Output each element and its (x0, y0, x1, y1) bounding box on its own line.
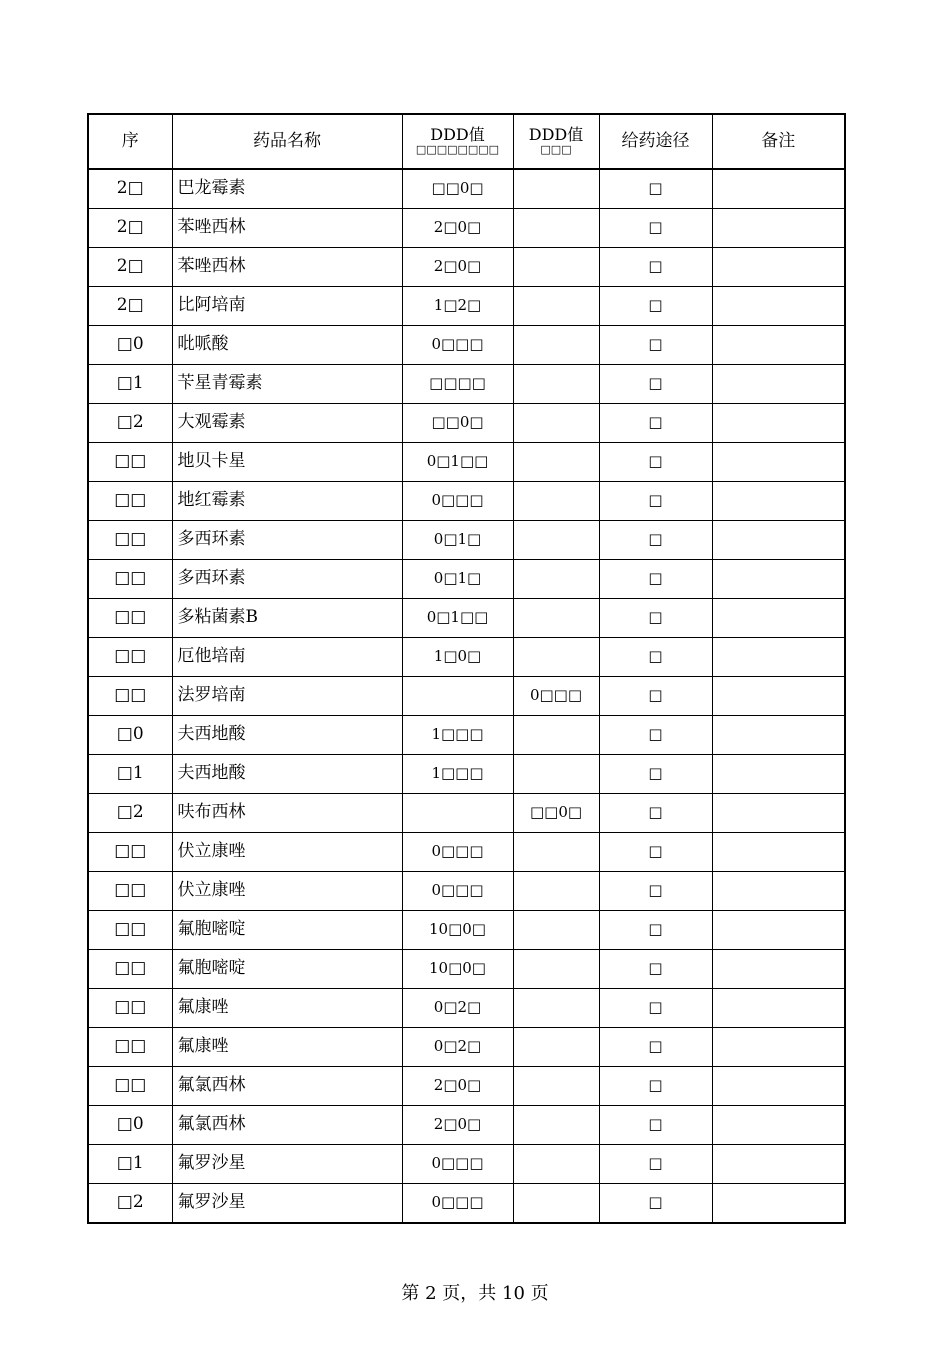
cell-seq: □□ (88, 950, 172, 989)
cell-seq: □0 (88, 1106, 172, 1145)
cell-route: □ (599, 287, 712, 326)
table-row (88, 287, 845, 326)
cell-ddd-2 (513, 1145, 599, 1184)
cell-drug-name: 厄他培南 (172, 638, 402, 677)
table-header-row (88, 114, 845, 169)
cell-seq: 2□ (88, 169, 172, 209)
cell-remark (712, 365, 845, 404)
table-row (88, 794, 845, 833)
cell-route: □ (599, 638, 712, 677)
cell-seq: □□ (88, 443, 172, 482)
cell-seq: □1 (88, 365, 172, 404)
cell-remark (712, 833, 845, 872)
cell-ddd-1: □□0□ (402, 404, 513, 443)
cell-ddd-1: 0□□□ (402, 833, 513, 872)
table-row (88, 209, 845, 248)
cell-remark (712, 1145, 845, 1184)
cell-ddd-1: 0□□□ (402, 872, 513, 911)
header-ddd-2 (513, 114, 599, 169)
cell-seq: □□ (88, 521, 172, 560)
cell-route: □ (599, 677, 712, 716)
table-body (88, 169, 845, 1223)
header-ddd-1 (402, 114, 513, 169)
cell-seq: □□ (88, 989, 172, 1028)
cell-ddd-1: □□0□ (402, 169, 513, 209)
cell-seq: □□ (88, 599, 172, 638)
cell-route: □ (599, 1067, 712, 1106)
cell-route: □ (599, 1145, 712, 1184)
cell-route: □ (599, 950, 712, 989)
cell-ddd-2 (513, 169, 599, 209)
table-row (88, 1067, 845, 1106)
table-row (88, 560, 845, 599)
cell-seq: □2 (88, 404, 172, 443)
table-row (88, 716, 845, 755)
header-ddd-1-title: DDD值 (430, 124, 485, 144)
cell-remark (712, 989, 845, 1028)
cell-drug-name: 法罗培南 (172, 677, 402, 716)
cell-drug-name: 呋布西林 (172, 794, 402, 833)
ddd-table (87, 113, 846, 1224)
cell-ddd-2 (513, 209, 599, 248)
cell-ddd-1 (402, 794, 513, 833)
cell-ddd-2 (513, 1184, 599, 1224)
table-row (88, 1145, 845, 1184)
cell-route: □ (599, 326, 712, 365)
cell-ddd-2 (513, 1106, 599, 1145)
cell-ddd-1: 0□1□ (402, 560, 513, 599)
cell-drug-name: 大观霉素 (172, 404, 402, 443)
cell-ddd-1: 0□1□ (402, 521, 513, 560)
cell-drug-name: 比阿培南 (172, 287, 402, 326)
cell-ddd-1: 10□0□ (402, 911, 513, 950)
cell-drug-name: 氟康唑 (172, 989, 402, 1028)
table-row (88, 872, 845, 911)
cell-remark (712, 560, 845, 599)
cell-remark (712, 287, 845, 326)
table-row (88, 989, 845, 1028)
cell-seq: □□ (88, 638, 172, 677)
cell-route: □ (599, 521, 712, 560)
cell-ddd-1: 10□0□ (402, 950, 513, 989)
cell-ddd-2 (513, 716, 599, 755)
cell-ddd-1: 0□□□ (402, 482, 513, 521)
cell-ddd-2 (513, 365, 599, 404)
cell-ddd-2 (513, 638, 599, 677)
cell-drug-name: 夫西地酸 (172, 716, 402, 755)
cell-ddd-2 (513, 872, 599, 911)
header-seq: 序 (88, 114, 172, 169)
cell-drug-name: 吡哌酸 (172, 326, 402, 365)
cell-drug-name: 氟罗沙星 (172, 1184, 402, 1224)
table-row (88, 1184, 845, 1224)
cell-ddd-2 (513, 248, 599, 287)
cell-ddd-1: 1□□□ (402, 716, 513, 755)
cell-ddd-1: 2□0□ (402, 248, 513, 287)
cell-remark (712, 794, 845, 833)
cell-seq: □2 (88, 1184, 172, 1224)
table-row (88, 950, 845, 989)
table-row (88, 326, 845, 365)
cell-drug-name: 巴龙霉素 (172, 169, 402, 209)
cell-drug-name: 多粘菌素B (172, 599, 402, 638)
cell-ddd-2: □□0□ (513, 794, 599, 833)
table-row (88, 1028, 845, 1067)
cell-drug-name: 夫西地酸 (172, 755, 402, 794)
cell-ddd-1: 0□2□ (402, 1028, 513, 1067)
cell-remark (712, 638, 845, 677)
cell-ddd-2 (513, 989, 599, 1028)
table-row (88, 169, 845, 209)
cell-remark (712, 755, 845, 794)
cell-seq: □□ (88, 872, 172, 911)
table-row (88, 599, 845, 638)
cell-drug-name: 伏立康唑 (172, 872, 402, 911)
cell-seq: □1 (88, 755, 172, 794)
cell-seq: □□ (88, 833, 172, 872)
cell-ddd-2 (513, 755, 599, 794)
cell-route: □ (599, 989, 712, 1028)
cell-seq: □□ (88, 1067, 172, 1106)
cell-route: □ (599, 833, 712, 872)
cell-drug-name: 氟罗沙星 (172, 1145, 402, 1184)
cell-remark (712, 716, 845, 755)
cell-remark (712, 1067, 845, 1106)
cell-ddd-2 (513, 404, 599, 443)
cell-ddd-2: 0□□□ (513, 677, 599, 716)
cell-route: □ (599, 248, 712, 287)
cell-seq: □□ (88, 677, 172, 716)
header-remark: 备注 (712, 114, 845, 169)
table-row (88, 521, 845, 560)
table-row (88, 833, 845, 872)
cell-remark (712, 248, 845, 287)
page-footer (0, 1279, 950, 1305)
cell-route: □ (599, 599, 712, 638)
cell-ddd-2 (513, 521, 599, 560)
header-ddd-2-subtitle: □□□ (540, 143, 572, 157)
cell-ddd-1: 1□□□ (402, 755, 513, 794)
cell-route: □ (599, 169, 712, 209)
cell-drug-name: 多西环素 (172, 560, 402, 599)
cell-remark (712, 521, 845, 560)
table-row (88, 482, 845, 521)
table-row (88, 404, 845, 443)
cell-drug-name: 氟胞嘧啶 (172, 911, 402, 950)
cell-route: □ (599, 443, 712, 482)
table-row (88, 365, 845, 404)
cell-remark (712, 1106, 845, 1145)
cell-seq: 2□ (88, 287, 172, 326)
cell-ddd-2 (513, 326, 599, 365)
page-number-text: 第 2 页，共 10 页 (401, 1283, 549, 1304)
cell-route: □ (599, 404, 712, 443)
cell-drug-name: 氟胞嘧啶 (172, 950, 402, 989)
cell-ddd-1: 2□0□ (402, 1067, 513, 1106)
table-row (88, 1106, 845, 1145)
cell-route: □ (599, 872, 712, 911)
cell-drug-name: 伏立康唑 (172, 833, 402, 872)
cell-remark (712, 677, 845, 716)
cell-remark (712, 599, 845, 638)
cell-seq: □2 (88, 794, 172, 833)
cell-drug-name: 氟康唑 (172, 1028, 402, 1067)
cell-seq: □□ (88, 482, 172, 521)
cell-seq: □1 (88, 1145, 172, 1184)
cell-ddd-2 (513, 950, 599, 989)
cell-drug-name: 多西环素 (172, 521, 402, 560)
cell-seq: □□ (88, 560, 172, 599)
cell-drug-name: 地贝卡星 (172, 443, 402, 482)
cell-drug-name: 苯唑西林 (172, 209, 402, 248)
cell-remark (712, 950, 845, 989)
cell-remark (712, 1184, 845, 1224)
cell-ddd-1: □□□□ (402, 365, 513, 404)
table-row (88, 755, 845, 794)
cell-remark (712, 326, 845, 365)
cell-seq: □0 (88, 326, 172, 365)
cell-route: □ (599, 911, 712, 950)
cell-seq: □□ (88, 911, 172, 950)
cell-route: □ (599, 365, 712, 404)
cell-ddd-1: 0□1□□ (402, 599, 513, 638)
cell-ddd-1 (402, 677, 513, 716)
cell-remark (712, 482, 845, 521)
cell-remark (712, 169, 845, 209)
table-row (88, 638, 845, 677)
cell-ddd-2 (513, 833, 599, 872)
cell-seq: 2□ (88, 248, 172, 287)
cell-remark (712, 911, 845, 950)
cell-route: □ (599, 1028, 712, 1067)
cell-ddd-1: 0□□□ (402, 1184, 513, 1224)
cell-route: □ (599, 560, 712, 599)
cell-ddd-1: 0□2□ (402, 989, 513, 1028)
cell-ddd-1: 0□□□ (402, 326, 513, 365)
cell-ddd-2 (513, 599, 599, 638)
cell-route: □ (599, 716, 712, 755)
header-name: 药品名称 (172, 114, 402, 169)
cell-route: □ (599, 1184, 712, 1224)
table-row (88, 677, 845, 716)
cell-drug-name: 苯唑西林 (172, 248, 402, 287)
cell-ddd-1: 1□2□ (402, 287, 513, 326)
cell-remark (712, 443, 845, 482)
cell-drug-name: 氟氯西林 (172, 1106, 402, 1145)
header-route: 给药途径 (599, 114, 712, 169)
cell-ddd-2 (513, 443, 599, 482)
cell-ddd-2 (513, 287, 599, 326)
cell-drug-name: 氟氯西林 (172, 1067, 402, 1106)
cell-remark (712, 872, 845, 911)
cell-route: □ (599, 1106, 712, 1145)
cell-route: □ (599, 482, 712, 521)
cell-seq: □□ (88, 1028, 172, 1067)
cell-ddd-1: 1□0□ (402, 638, 513, 677)
cell-remark (712, 209, 845, 248)
cell-ddd-2 (513, 482, 599, 521)
cell-ddd-1: 2□0□ (402, 209, 513, 248)
cell-remark (712, 1028, 845, 1067)
table-row (88, 248, 845, 287)
cell-route: □ (599, 755, 712, 794)
cell-ddd-1: 2□0□ (402, 1106, 513, 1145)
cell-drug-name: 苄星青霉素 (172, 365, 402, 404)
table-row (88, 911, 845, 950)
cell-ddd-2 (513, 1028, 599, 1067)
cell-seq: 2□ (88, 209, 172, 248)
table-row (88, 443, 845, 482)
header-ddd-2-title: DDD值 (528, 124, 584, 144)
cell-remark (712, 404, 845, 443)
cell-ddd-2 (513, 911, 599, 950)
cell-drug-name: 地红霉素 (172, 482, 402, 521)
cell-ddd-1: 0□□□ (402, 1145, 513, 1184)
cell-ddd-2 (513, 560, 599, 599)
header-ddd-1-subtitle: □□□□□□□□ (415, 143, 500, 157)
cell-ddd-2 (513, 1067, 599, 1106)
cell-seq: □0 (88, 716, 172, 755)
cell-route: □ (599, 794, 712, 833)
cell-ddd-1: 0□1□□ (402, 443, 513, 482)
cell-route: □ (599, 209, 712, 248)
